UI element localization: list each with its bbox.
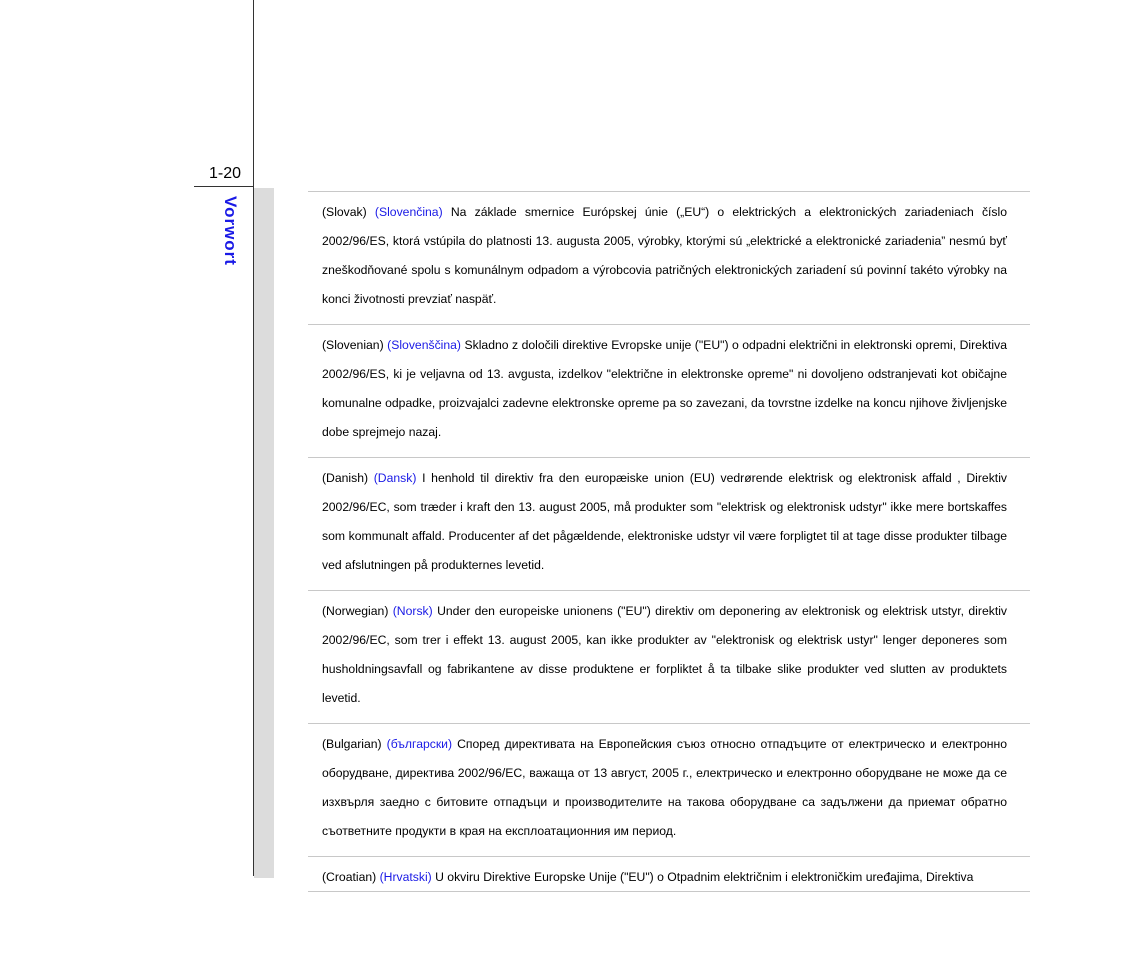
native-language-name: (Slovenčina) [374,205,443,219]
native-language-name: (български) [386,737,453,751]
paragraph-norwegian [308,591,1030,724]
native-language-name: (Hrvatski) [379,870,432,884]
paragraph-text: Според директивата на Европейския съюз относно отпадъците от електрическо и електронно оборудване, директива 2002/96/EC, важаща от 13 август, 2005 г., електрическо и електронно оборудване не може да се изхвърля заедно с битовите отпадъци и производителите на такова оборудване са задължени да приемат обратно съответните продукти в края на експлоатационния им период. [322,737,1007,838]
language-name: (Bulgarian) [322,737,382,751]
paragraph-text: I henhold til direktiv fra den europæiske union (EU) vedrørende elektrisk og elektronisk affald , Direktiv 2002/96/EC, som træder i kraft den 13. august 2005, må produkter som "elektrisk og elektronisk udstyr" ikke mere bortskaffes som kommunalt affald. Producenter af det pågældende, elektroniske udstyr vil være forpligtet til at tage disse produkter tilbage ved afslutningen på produkternes levetid. [322,471,1007,572]
language-name: (Slovenian) [322,338,384,352]
sidebar-shade [254,188,274,878]
paragraph-slovak [308,192,1030,325]
paragraph-text: Na základe smernice Európskej únie („EU“) o elektrických a elektronických zariadeniach číslo 2002/96/ES, ktorá vstúpila do platnosti 13. augusta 2005, výrobky, ktorými sú „elektrické a elektronické zariadenia” nesmú byť zneškodňované spolu s komunálnym odpadom a výrobcovia patričných elektronických zariadení sú povinní takéto výrobky na konci životnosti prevziať naspäť. [322,205,1007,306]
language-name: (Slovak) [322,205,367,219]
page-number-rule [194,186,254,187]
section-title-vertical: Vorwort [221,196,240,266]
paragraph-bulgarian [308,724,1030,857]
native-language-name: (Slovenščina) [387,338,461,352]
language-name: (Norwegian) [322,604,389,618]
paragraph-text: U okviru Direktive Europske Unije ("EU") o Otpadnim električnim i elektroničkim uređajima, Direktiva [435,870,974,884]
paragraph-slovenian [308,325,1030,458]
content-table [308,191,1030,892]
page-number: 1-20 [209,165,242,182]
paragraph-text: Skladno z določili direktive Evropske unije ("EU") o odpadni električni in elektronski opremi, Direktiva 2002/96/ES, ki je veljavna od 13. avgusta, izdelkov "električne in elektronske opreme" ni dovoljeno odstranjevati kot običajne komunalne odpadke, proizvajalci zadevne elektronske opreme pa so zavezani, da tovrstne izdelke na koncu njihove življenjske dobe sprejmejo nazaj. [322,338,1007,439]
paragraph-croatian [308,857,1030,892]
paragraph-text: Under den europeiske unionens ("EU") direktiv om deponering av elektronisk og elektrisk utstyr, direktiv 2002/96/EC, som trer i effekt 13. august 2005, kan ikke produkter av "elektronisk og elektrisk ustyr" lenger deponeres som husholdningsavfall og fabrikantene av disse produktene er forpliktet å ta tilbake slike produkter ved slutten av produktets levetid. [322,604,1007,705]
paragraph-danish [308,458,1030,591]
language-name: (Danish) [322,471,369,485]
language-name: (Croatian) [322,870,377,884]
native-language-name: (Norsk) [392,604,433,618]
native-language-name: (Dansk) [373,471,417,485]
